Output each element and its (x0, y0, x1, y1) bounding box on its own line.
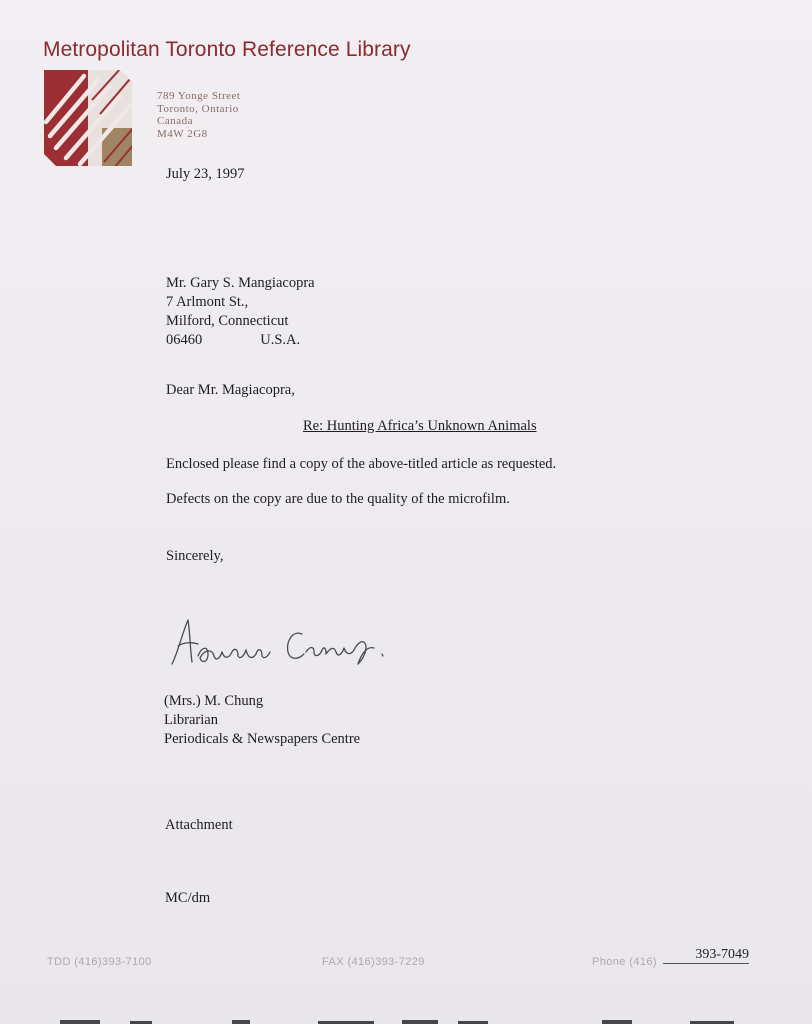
recipient-city: Milford, Connecticut (166, 313, 289, 329)
address-line: 789 Yonge Street (157, 90, 241, 102)
signer-name: (Mrs.) M. Chung (164, 693, 264, 709)
recipient-street: 7 Arlmont St., (166, 294, 249, 310)
footer-fax: FAX (416)393-7229 (322, 956, 425, 968)
attachment-note: Attachment (165, 817, 233, 833)
bleed-through-marks (0, 1012, 812, 1024)
recipient-zip-row (166, 331, 315, 350)
address-line: M4W 2G8 (157, 127, 208, 140)
handwritten-signature (168, 612, 408, 672)
closing: Sincerely, (166, 548, 224, 564)
library-address (157, 90, 240, 140)
signer-department: Periodicals & Newspapers Centre (164, 731, 361, 747)
address-line: Canada (157, 115, 193, 127)
subject-line: Re: Hunting Africa’s Unknown Animals (303, 418, 537, 434)
footer-phone-label: Phone (416) (592, 956, 657, 968)
salutation: Dear Mr. Magiacopra, (166, 382, 295, 398)
address-line: Toronto, Ontario (157, 102, 239, 115)
typist-initials: MC/dm (165, 890, 211, 906)
recipient-name: Mr. Gary S. Mangiacopra (166, 275, 315, 291)
letter-date: July 23, 1997 (166, 166, 245, 182)
recipient-address (166, 274, 315, 350)
library-name: Metropolitan Toronto Reference Library (43, 38, 411, 61)
library-logo (44, 70, 132, 166)
recipient-country: U.S.A. (260, 332, 301, 348)
body-paragraph: Enclosed please find a copy of the above-titled article as requested. (166, 456, 557, 472)
footer-tdd: TDD (416)393-7100 (47, 956, 152, 968)
recipient-zip: 06460 (166, 332, 203, 348)
body-paragraph: Defects on the copy are due to the quality of the microfilm. (166, 491, 510, 507)
footer-phone-number: 393-7049 (663, 947, 749, 964)
signer-block (164, 692, 360, 749)
signer-title: Librarian (164, 712, 218, 728)
